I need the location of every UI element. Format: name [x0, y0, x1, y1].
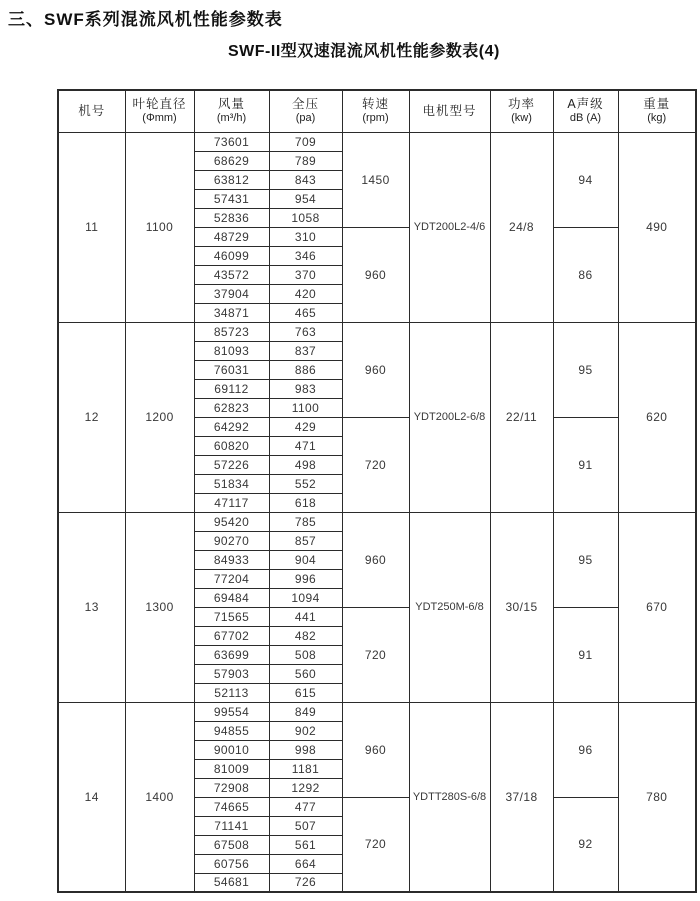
weight-cell: 490 [618, 132, 696, 322]
pressure-cell: 429 [269, 417, 342, 436]
col-header-motor-model [409, 90, 490, 132]
sound-level-cell: 86 [553, 227, 618, 322]
air-volume-cell: 77204 [194, 569, 269, 588]
header-row [58, 90, 696, 132]
air-volume-cell: 90010 [194, 740, 269, 759]
header-label: A声级 [567, 97, 604, 112]
pressure-cell: 477 [269, 797, 342, 816]
sound-level-cell: 91 [553, 607, 618, 702]
air-volume-cell: 90270 [194, 531, 269, 550]
header-label: 功率 [507, 97, 535, 112]
fan-spec-table [57, 89, 697, 893]
air-volume-cell: 64292 [194, 417, 269, 436]
air-volume-cell: 52113 [194, 683, 269, 702]
pressure-cell: 709 [269, 132, 342, 151]
pressure-cell: 508 [269, 645, 342, 664]
header-label: 电机型号 [422, 103, 477, 118]
pressure-cell: 785 [269, 512, 342, 531]
pressure-cell: 1094 [269, 588, 342, 607]
pressure-cell: 498 [269, 455, 342, 474]
power-cell: 24/8 [490, 132, 553, 322]
pressure-cell: 983 [269, 379, 342, 398]
table-row [58, 512, 696, 531]
col-header-weight [618, 90, 696, 132]
col-header-model-no [58, 90, 125, 132]
header-unit: (kg) [647, 112, 667, 125]
air-volume-cell: 62823 [194, 398, 269, 417]
header-label: 机号 [78, 103, 106, 118]
header-unit: (kw) [511, 112, 532, 125]
pressure-cell: 560 [269, 664, 342, 683]
sound-level-cell: 92 [553, 797, 618, 892]
pressure-cell: 954 [269, 189, 342, 208]
pressure-cell: 471 [269, 436, 342, 455]
air-volume-cell: 72908 [194, 778, 269, 797]
pressure-cell: 441 [269, 607, 342, 626]
air-volume-cell: 34871 [194, 303, 269, 322]
air-volume-cell: 47117 [194, 493, 269, 512]
pressure-cell: 465 [269, 303, 342, 322]
pressure-cell: 482 [269, 626, 342, 645]
pressure-cell: 1100 [269, 398, 342, 417]
weight-cell: 670 [618, 512, 696, 702]
impeller-diameter-cell: 1100 [125, 132, 194, 322]
weight-cell: 620 [618, 322, 696, 512]
air-volume-cell: 63699 [194, 645, 269, 664]
sound-level-cell: 94 [553, 132, 618, 227]
pressure-cell: 507 [269, 816, 342, 835]
header-unit: dB (A) [569, 112, 602, 125]
pressure-cell: 552 [269, 474, 342, 493]
pressure-cell: 615 [269, 683, 342, 702]
table-row [58, 132, 696, 151]
model-no-cell: 13 [58, 512, 125, 702]
header-label: 叶轮直径 [132, 97, 187, 112]
weight-cell: 780 [618, 702, 696, 892]
air-volume-cell: 52836 [194, 208, 269, 227]
pressure-cell: 1292 [269, 778, 342, 797]
air-volume-cell: 76031 [194, 360, 269, 379]
air-volume-cell: 57903 [194, 664, 269, 683]
pressure-cell: 420 [269, 284, 342, 303]
col-header-speed [342, 90, 409, 132]
air-volume-cell: 57226 [194, 455, 269, 474]
header-label: 风量 [217, 97, 245, 112]
pressure-cell: 310 [269, 227, 342, 246]
header-unit: (pa) [295, 112, 316, 125]
sound-level-cell: 96 [553, 702, 618, 797]
table-header [58, 90, 696, 132]
model-no-cell: 14 [58, 702, 125, 892]
pressure-cell: 998 [269, 740, 342, 759]
page-title: 三、SWF系列混流风机性能参数表 [8, 10, 283, 29]
impeller-diameter-cell: 1200 [125, 322, 194, 512]
air-volume-cell: 94855 [194, 721, 269, 740]
air-volume-cell: 63812 [194, 170, 269, 189]
col-header-sound-level [553, 90, 618, 132]
header-unit: (rpm) [362, 112, 389, 125]
header-unit: (Φmm) [142, 112, 177, 125]
speed-cell: 960 [342, 702, 409, 797]
pressure-cell: 857 [269, 531, 342, 550]
col-header-air-volume [194, 90, 269, 132]
sound-level-cell: 95 [553, 512, 618, 607]
air-volume-cell: 68629 [194, 151, 269, 170]
pressure-cell: 789 [269, 151, 342, 170]
air-volume-cell: 99554 [194, 702, 269, 721]
air-volume-cell: 46099 [194, 246, 269, 265]
table-row [58, 702, 696, 721]
motor-model-cell: YDTT280S-6/8 [409, 702, 490, 892]
air-volume-cell: 37904 [194, 284, 269, 303]
header-label: 重量 [643, 97, 671, 112]
pressure-cell: 664 [269, 854, 342, 873]
pressure-cell: 370 [269, 265, 342, 284]
air-volume-cell: 74665 [194, 797, 269, 816]
pressure-cell: 886 [269, 360, 342, 379]
pressure-cell: 843 [269, 170, 342, 189]
pressure-cell: 837 [269, 341, 342, 360]
table-subtitle: SWF-II型双速混流风机性能参数表(4) [228, 43, 500, 60]
air-volume-cell: 69484 [194, 588, 269, 607]
air-volume-cell: 51834 [194, 474, 269, 493]
air-volume-cell: 43572 [194, 265, 269, 284]
speed-cell: 720 [342, 607, 409, 702]
pressure-cell: 1181 [269, 759, 342, 778]
motor-model-cell: YDT200L2-4/6 [409, 132, 490, 322]
pressure-cell: 561 [269, 835, 342, 854]
air-volume-cell: 85723 [194, 322, 269, 341]
air-volume-cell: 60820 [194, 436, 269, 455]
speed-cell: 720 [342, 797, 409, 892]
air-volume-cell: 81093 [194, 341, 269, 360]
power-cell: 22/11 [490, 322, 553, 512]
pressure-cell: 904 [269, 550, 342, 569]
air-volume-cell: 54681 [194, 873, 269, 892]
air-volume-cell: 71565 [194, 607, 269, 626]
col-header-power [490, 90, 553, 132]
speed-cell: 960 [342, 512, 409, 607]
impeller-diameter-cell: 1400 [125, 702, 194, 892]
header-label: 全压 [291, 97, 319, 112]
power-cell: 30/15 [490, 512, 553, 702]
speed-cell: 960 [342, 322, 409, 417]
model-no-cell: 11 [58, 132, 125, 322]
table-row [58, 322, 696, 341]
air-volume-cell: 84933 [194, 550, 269, 569]
motor-model-cell: YDT200L2-6/8 [409, 322, 490, 512]
pressure-cell: 996 [269, 569, 342, 588]
pressure-cell: 726 [269, 873, 342, 892]
speed-cell: 720 [342, 417, 409, 512]
power-cell: 37/18 [490, 702, 553, 892]
air-volume-cell: 67702 [194, 626, 269, 645]
speed-cell: 960 [342, 227, 409, 322]
col-header-total-pressure [269, 90, 342, 132]
model-no-cell: 12 [58, 322, 125, 512]
pressure-cell: 618 [269, 493, 342, 512]
pressure-cell: 849 [269, 702, 342, 721]
table-body [58, 132, 696, 892]
air-volume-cell: 69112 [194, 379, 269, 398]
air-volume-cell: 71141 [194, 816, 269, 835]
pressure-cell: 346 [269, 246, 342, 265]
impeller-diameter-cell: 1300 [125, 512, 194, 702]
header-unit: (m³/h) [216, 112, 247, 125]
air-volume-cell: 81009 [194, 759, 269, 778]
header-label: 转速 [361, 97, 389, 112]
air-volume-cell: 95420 [194, 512, 269, 531]
air-volume-cell: 67508 [194, 835, 269, 854]
pressure-cell: 902 [269, 721, 342, 740]
pressure-cell: 763 [269, 322, 342, 341]
col-header-impeller-diameter [125, 90, 194, 132]
air-volume-cell: 48729 [194, 227, 269, 246]
pressure-cell: 1058 [269, 208, 342, 227]
motor-model-cell: YDT250M-6/8 [409, 512, 490, 702]
air-volume-cell: 73601 [194, 132, 269, 151]
sound-level-cell: 95 [553, 322, 618, 417]
speed-cell: 1450 [342, 132, 409, 227]
sound-level-cell: 91 [553, 417, 618, 512]
air-volume-cell: 60756 [194, 854, 269, 873]
air-volume-cell: 57431 [194, 189, 269, 208]
